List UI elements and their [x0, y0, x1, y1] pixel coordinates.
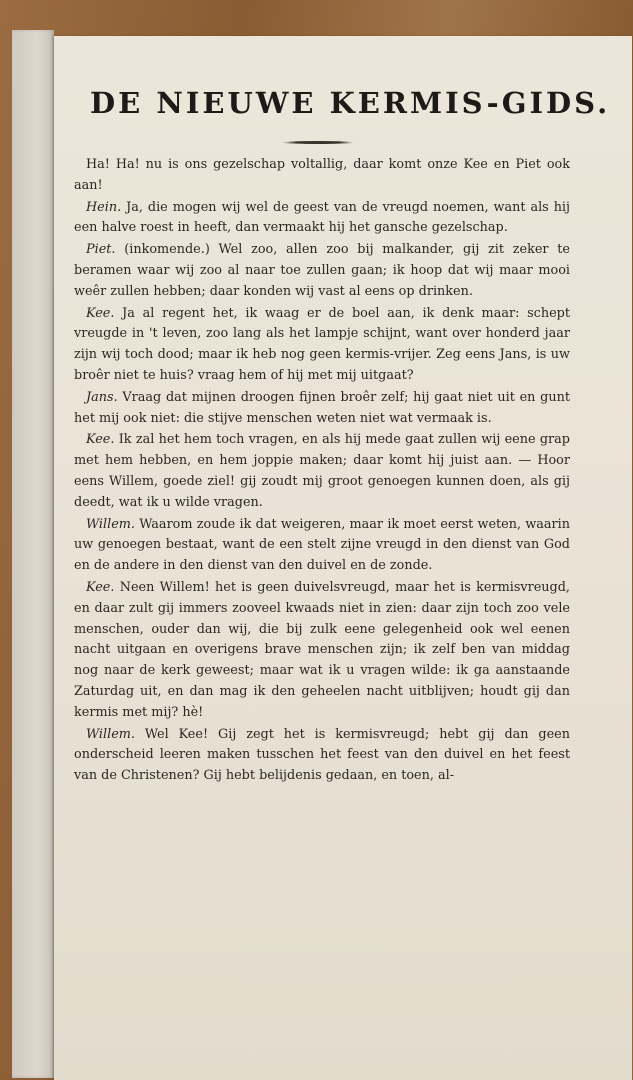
document-title: DE NIEUWE KERMIS-GIDS.: [90, 86, 611, 120]
paragraph-text: Ja al regent het, ik waag er de boel aan, ik denk maar: schept vreugde in 't leven, zoo lang als het lampje schijnt, want over honderd jaar zijn wij toch dood; maar ik heb nog geen kermis-vrijer. Zeg eens Jans, is uw broêr niet te huis? vraag hem of hij met mij uitgaat?: [74, 305, 570, 383]
paragraph: [74, 240, 570, 302]
paragraph: [74, 515, 570, 577]
speaker-name: Piet.: [86, 242, 116, 258]
paragraph: [74, 388, 570, 430]
speaker-name: Willem.: [86, 726, 135, 742]
binding-strip: [12, 30, 54, 1078]
title-ornament-rule: [282, 141, 354, 144]
paragraph: [74, 304, 570, 387]
paragraph: [74, 430, 570, 513]
speaker-name: Jans.: [86, 389, 118, 405]
paragraph-text: Ik zal het hem toch vragen, en als hij mede gaat zullen wij eene grap met hem hebben, en hem joppie maken; daar komt hij juist aan. — Hoor eens Willem, goede ziel! gij zoudt mij groot genoegen kunnen doen, als gij deedt, wat ik u wilde vragen.: [74, 432, 570, 510]
paragraph-text: Waarom zoude ik dat weigeren, maar ik moet eerst weten, waarin uw genoegen bestaat, want de een stelt zijne vreugd in den dienst van God en de andere in den dienst van den duivel en de zonde.: [74, 516, 570, 574]
paragraph: [74, 198, 570, 240]
paragraph-text: Ha! Ha! nu is ons gezelschap voltallig, daar komt onze Kee en Piet ook aan!: [74, 157, 570, 193]
speaker-name: Willem.: [86, 516, 135, 532]
speaker-name: Kee.: [86, 432, 115, 448]
paragraph-text: Vraag dat mijnen droogen fijnen broêr zelf; hij gaat niet uit en gunt het mij ook niet: die stijve menschen weten niet wat vermaak is.: [74, 389, 570, 426]
speaker-name: Kee.: [86, 579, 115, 595]
speaker-name: Kee.: [86, 305, 115, 321]
paragraph: [74, 725, 570, 787]
paragraph: [74, 578, 570, 724]
paragraph-text: Wel Kee! Gij zegt het is kermisvreugd; hebt gij dan geen onderscheid leeren maken tusschen het feest van den duivel en het feest van de Christenen? Gij hebt belijdenis gedaan, en toen, al-: [74, 726, 570, 784]
paragraph-text: Ja, die mogen wij wel de geest van de vreugd noemen, want als hij een halve roest in heeft, dan vermaakt hij het gansche gezelschap.: [74, 199, 570, 236]
paragraph-text: Neen Willem! het is geen duivelsvreugd, maar het is kermisvreugd, en daar zult gij immers zooveel kwaads niet in zien: daar zijn toch zoo vele menschen, ouder dan wij, die bij zulk eene gelegenheid ook wel eenen nacht uitgaan en overigens brave menschen zijn; ik zelf ben van middag nog naar de kerk geweest; maar wat ik u vragen wilde: ik ga aanstaande Zaturdag uit, en dan mag ik den geheelen nacht uitblijven; houdt gij dan kermis met mij? hè!: [74, 579, 571, 720]
paragraph: [74, 155, 570, 197]
speaker-name: Hein.: [86, 199, 122, 215]
body-text: [74, 155, 570, 788]
paragraph-text: (inkomende.) Wel zoo, allen zoo bij malkander, gij zit zeker te beramen waar wij zoo al naar toe zullen gaan; ik hoop dat wij maar mooi weêr zullen hebben; daar konden wij vast al eens op drinken.: [74, 242, 570, 299]
